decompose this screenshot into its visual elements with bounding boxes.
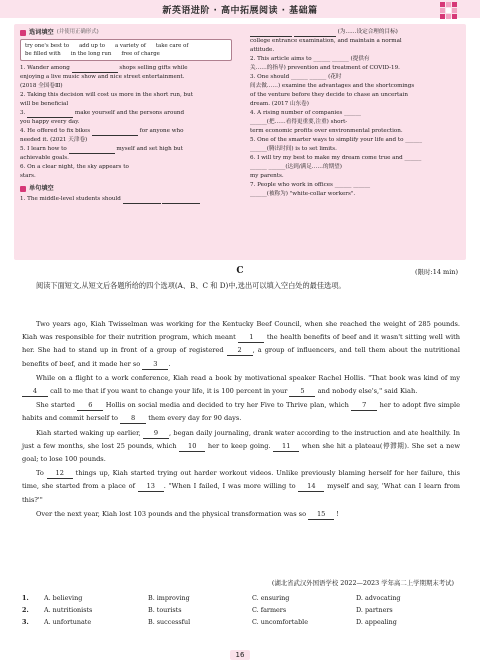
source-citation: (湖北省武汉外国语学校 2022—2023 学年高二上学期期末考试) [271, 579, 454, 587]
paragraph: While on a flight to a work conference, Kiah read a book by motivational speaker Rachel Hollis. "That book was kind of my 4 call to me that if you want to change your life, it is 100 percent in your 5 and nobody else's," said Kiah. [22, 372, 460, 398]
square-bullet-icon [20, 186, 26, 192]
question-item: (为……设定合理的目标) [250, 28, 460, 37]
question-item: needed it. (2021 天津卷) [20, 137, 88, 143]
answer-blank[interactable] [250, 30, 292, 37]
word-bank-phrase: add up to [79, 43, 105, 49]
question-item: ______(把……看得更重要,注重) short- [250, 119, 348, 125]
question-item: 2. This article aims to ______ ______ (提供有 [250, 56, 370, 62]
question-item: 7. People who work in offices ______ ______ [250, 182, 371, 188]
option-c[interactable]: C. ensuring [252, 594, 290, 602]
question-item: 1. Wander among shops selling gifts while [20, 65, 188, 71]
answer-blank[interactable] [69, 147, 115, 154]
paragraph: Over the next year, Kiah lost 103 pounds and the physical transformation was so 15 ! [36, 509, 339, 518]
square-bullet-icon [20, 30, 26, 36]
exercise-left-column [20, 28, 232, 204]
option-a[interactable]: A. believing [44, 594, 83, 602]
question-item: 关……的指导) prevention and treatment of COVID-19. [250, 65, 400, 71]
gap-1[interactable]: 1 [238, 332, 264, 343]
answer-options [22, 592, 460, 628]
word-bank [20, 39, 232, 61]
answer-blank[interactable] [123, 197, 161, 204]
word-bank-phrase: in the long run [70, 51, 112, 57]
question-item: will be beneficial [20, 101, 69, 107]
question-item: 4. He offered to fix bikes for anyone who [20, 128, 184, 134]
question-item: 2. Taking this decision will cost us more in the short run, but [20, 92, 193, 98]
gap-14[interactable]: 14 [298, 481, 324, 492]
gap-11[interactable]: 11 [273, 441, 299, 452]
gap-3[interactable]: 3 [142, 359, 168, 370]
option-row: 1. A. believing B. improving C. ensuring D. advocating [22, 592, 460, 604]
question-item: ______ ______(达到/满足……的期望) [250, 164, 342, 170]
section-heading-sentence-fill: 单句填空 [20, 184, 232, 193]
gap-2[interactable]: 2 [227, 345, 253, 356]
question-item: 4. A rising number of companies ______ [250, 110, 361, 116]
question-item: (2018 全国卷Ⅲ) [20, 83, 63, 89]
option-d[interactable]: D. advocating [356, 594, 401, 602]
question-item: 5. One of the smarter ways to simplify your life and to ______ [250, 137, 422, 143]
exercise-box [14, 24, 466, 260]
section-heading-word-fill: 选词填空 (并使用正确形式) [20, 28, 232, 37]
option-a[interactable]: A. nutritionists [44, 606, 93, 614]
word-bank-phrase: try one's best to [25, 43, 70, 49]
question-item: my parents. [250, 173, 284, 179]
question-item: attitude. [250, 47, 275, 53]
question-item: 6. On a clear night, the sky appears to [20, 164, 129, 170]
gap-5[interactable]: 5 [289, 386, 315, 397]
time-limit: (限时:14 min) [414, 268, 458, 276]
question-item: term economic profits over environmental protection. [250, 128, 403, 134]
gap-7[interactable]: 7 [351, 400, 377, 411]
option-c[interactable]: C. uncomfortable [252, 618, 309, 626]
paragraph: Kiah started waking up earlier, 9 , began daily journaling, drank water according to the instruction and ate healthily. In just a few months, she lost 25 pounds, which 10 her to keep going. 11 when she hit a plateau(停滞期). She set a new goal; to lose 100 pounds. [22, 428, 461, 464]
answer-blank[interactable] [72, 66, 118, 73]
word-bank-phrase: free of charge [121, 51, 160, 57]
paragraph: She started 6 Hollis on social media and decided to try her Five to Thrive plan, which 7 her to adopt five simple habits and commit herself to 8 them every day for 90 days. [22, 401, 460, 423]
question-item: achievable goals. [20, 155, 69, 161]
option-b[interactable]: B. successful [148, 618, 191, 626]
question-item: dream. (2017 山东卷) [250, 101, 309, 107]
question-item: 6. I will try my best to make my dream come true and ______ [250, 155, 422, 161]
question-item: 间去做……) examine the advantages and the shortcomings [250, 83, 415, 89]
logo-icon [440, 2, 458, 20]
option-row: 3. A. unfortunate B. successful C. uncomfortable D. appealing [22, 616, 460, 628]
answer-blank[interactable] [27, 111, 73, 118]
option-d[interactable]: D. partners [356, 606, 393, 614]
gap-4[interactable]: 4 [22, 386, 48, 397]
option-b[interactable]: B. improving [148, 594, 190, 602]
question-item: 3. One should ______ ______ (花时 [250, 74, 342, 80]
question-item: 3. make yourself and the persons around [20, 110, 185, 116]
word-bank-phrase: be filled with [25, 51, 61, 57]
answer-blank[interactable] [92, 129, 138, 136]
option-b[interactable]: B. tourists [148, 606, 182, 614]
paragraph: To 12 things up, Kiah started trying out harder workout videos. Unlike previously blaming herself for her failure, this time, she started from a place of 13 . "When I failed, I was more willing to 14 myself and say, 'What can I learn from this?'" [22, 469, 460, 504]
word-bank-phrase: a variety of [114, 43, 146, 49]
question-item: 5. I learn how to myself and set high but [20, 146, 183, 152]
answer-blank[interactable] [162, 197, 200, 204]
question-item: ______(腾出时间) is to set limits. [250, 146, 337, 152]
question-item: enjoying a live music show and nice street entertainment. [20, 74, 185, 80]
passage-body [22, 318, 460, 522]
option-c[interactable]: C. farmers [252, 606, 287, 614]
question-item: 1. The middle-level students should [20, 195, 232, 204]
gap-10[interactable]: 10 [179, 441, 205, 452]
gap-8[interactable]: 8 [120, 413, 146, 424]
question-item: stars. [20, 173, 36, 179]
gap-12[interactable]: 12 [47, 468, 73, 479]
option-d[interactable]: D. appealing [356, 618, 397, 626]
word-bank-phrase: take care of [155, 43, 189, 49]
passage-letter: C [236, 266, 244, 276]
question-item: ______(被称为) "white-collar workers". [250, 191, 356, 197]
option-a[interactable]: A. unfortunate [44, 618, 92, 626]
book-title: 新英语进阶 · 高中拓展阅读 · 基础篇 [162, 6, 318, 16]
left-question-list [20, 64, 232, 181]
gap-15[interactable]: 15 [308, 509, 334, 520]
question-item: of the venture before they decide to chase an uncertain [250, 92, 408, 98]
exercise-right-column [250, 28, 460, 199]
question-item: you happy every day. [20, 119, 80, 125]
answer-blank[interactable] [294, 30, 336, 37]
question-item: college entrance examination, and maintain a normal [250, 38, 402, 44]
instructions: 阅读下面短文,从短文后各题所给的四个选项(A、B、C 和 D)中,选出可以填入空白处的最佳选项。 [36, 281, 346, 290]
gap-9[interactable]: 9 [143, 428, 169, 439]
right-question-list [250, 37, 460, 199]
paragraph: Two years ago, Kiah Twisselman was working for the Kentucky Beef Council, when she reached the weight of 285 pounds. Kiah was responsible for their nutrition program, which meant 1 the health benefits of beef and it wasn't sitting well with her. She had to stand up in front of a group of registered 2 , a group of influencers, and tell them about the nutritional benefits of beef, and it made her so 3 . [22, 320, 460, 368]
page-header [0, 0, 480, 22]
gap-13[interactable]: 13 [138, 481, 164, 492]
gap-6[interactable]: 6 [77, 400, 103, 411]
option-row: 2. A. nutritionists B. tourists C. farmers D. partners [22, 604, 460, 616]
page-number: 16 [0, 650, 480, 660]
